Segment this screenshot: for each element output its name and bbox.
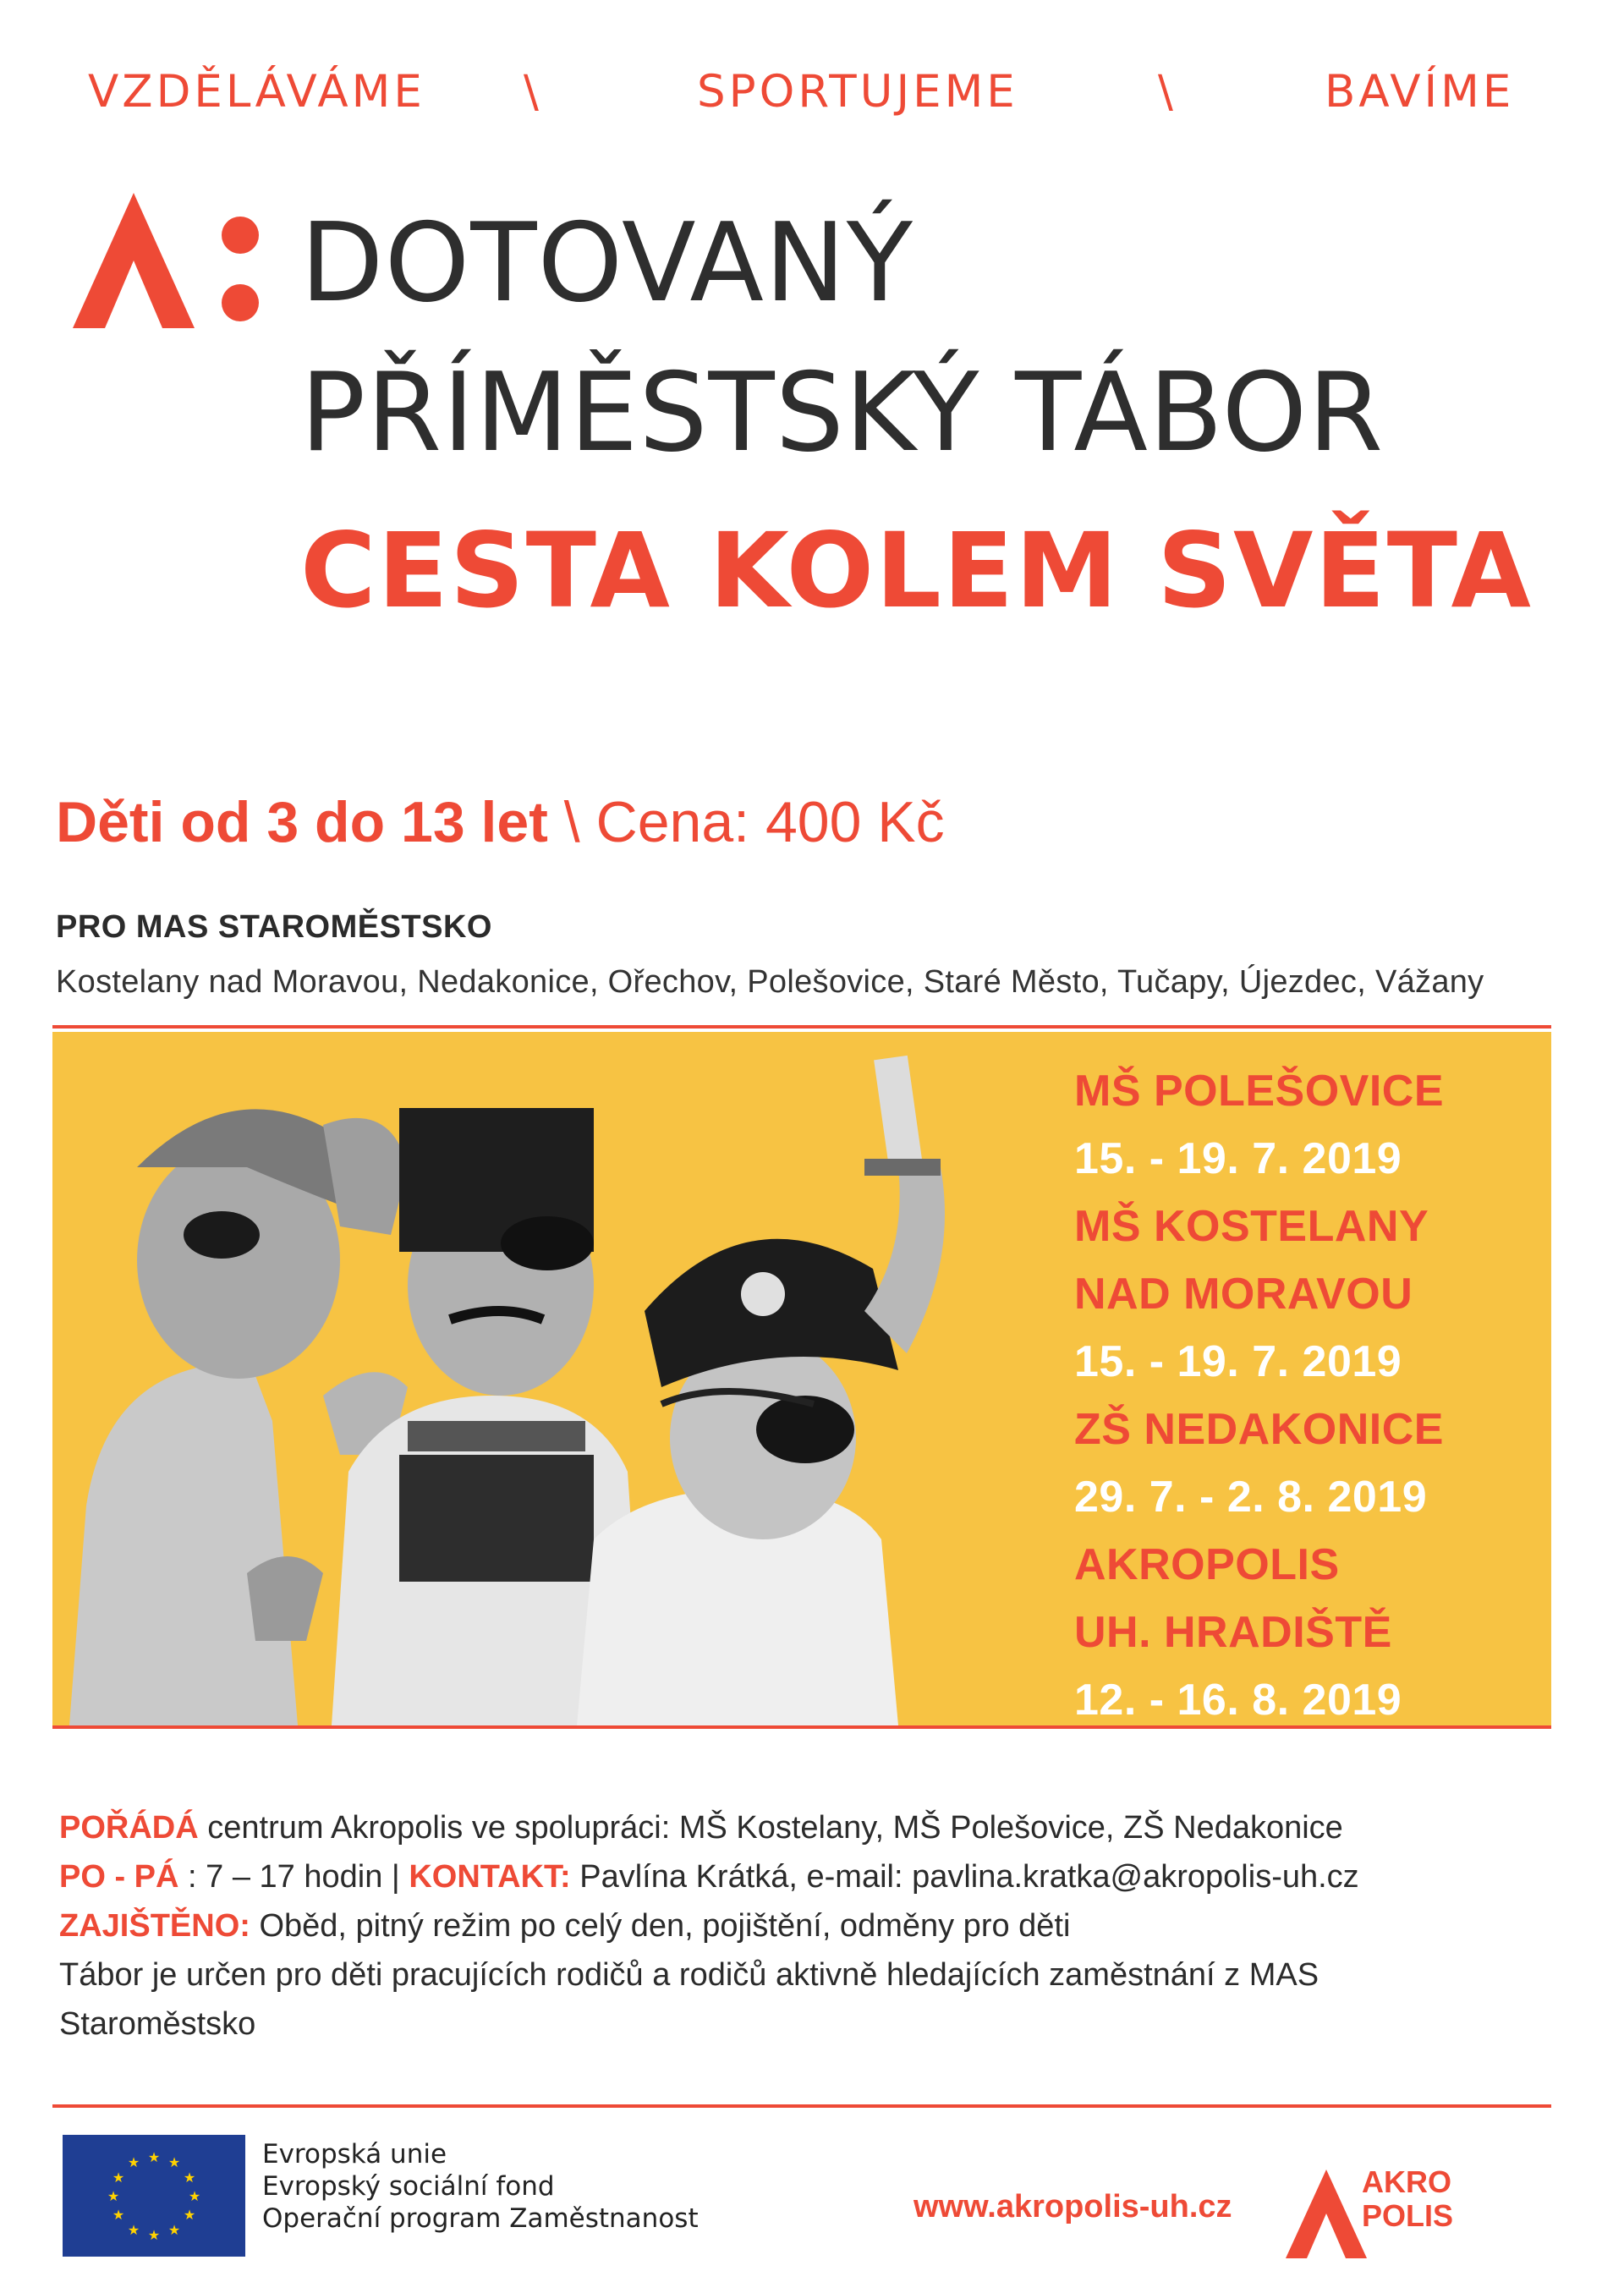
svg-text:★: ★ bbox=[112, 2207, 125, 2223]
tagline-item-fun: BAVÍME bbox=[1325, 66, 1515, 118]
schedule-date: 12. - 16. 8. 2019 bbox=[1074, 1676, 1402, 1725]
children-pirates-photo bbox=[52, 1032, 1034, 1725]
organizer-line bbox=[59, 1803, 1548, 1852]
tagline-separator: \ bbox=[524, 66, 542, 118]
website-link[interactable]: www.akropolis-uh.cz bbox=[914, 2189, 1232, 2224]
schedule-venue: NAD MORAVOU bbox=[1074, 1270, 1413, 1319]
info-block bbox=[59, 1803, 1548, 2049]
svg-text:★: ★ bbox=[147, 2149, 161, 2165]
region-villages: Kostelany nad Moravou, Nedakonice, Ořechov, Polešovice, Staré Město, Tučapy, Újezdec, Vážany bbox=[56, 964, 1484, 1000]
schedule bbox=[1074, 1057, 1548, 1734]
schedule-venue: MŠ POLEŠOVICE bbox=[1074, 1067, 1445, 1116]
hours-text: : 7 – 17 hodin | bbox=[178, 1859, 409, 1895]
eu-funding-text bbox=[262, 2138, 699, 2235]
svg-text:★: ★ bbox=[183, 2170, 196, 2186]
wordmark-line-1: AKRO bbox=[1362, 2164, 1451, 2199]
eu-line-2: Evropský sociální fond bbox=[262, 2171, 555, 2202]
provided-label: ZAJIŠTĚNO: bbox=[59, 1908, 250, 1944]
eu-flag-icon bbox=[63, 2135, 245, 2257]
akropolis-logo-icon bbox=[73, 193, 267, 337]
schedule-venue: ZŠ NEDAKONICE bbox=[1074, 1405, 1444, 1454]
svg-text:★: ★ bbox=[107, 2188, 120, 2204]
organizer-label: POŘÁDÁ bbox=[59, 1810, 199, 1846]
schedule-venue: UH. HRADIŠTĚ bbox=[1074, 1608, 1392, 1657]
schedule-date: 15. - 19. 7. 2019 bbox=[1074, 1134, 1402, 1183]
svg-text:★: ★ bbox=[112, 2170, 125, 2186]
svg-text:★: ★ bbox=[188, 2188, 201, 2204]
schedule-venue: MŠ KOSTELANY bbox=[1074, 1202, 1429, 1251]
note-line-2: Staroměstsko bbox=[59, 2006, 256, 2042]
schedule-date: 15. - 19. 7. 2019 bbox=[1074, 1337, 1402, 1386]
note-line-1: Tábor je určen pro děti pracujících rodičů a rodičů aktivně hledajících zaměstnání z MAS bbox=[59, 1957, 1320, 1993]
contact-text: Pavlína Krátká, e-mail: pavlina.kratka@akropolis-uh.cz bbox=[570, 1859, 1359, 1895]
tagline-item-education: VZDĚLÁVÁME bbox=[88, 66, 425, 118]
title-line-1: DOTOVANÝ bbox=[300, 200, 914, 326]
tagline-item-sport: SPORTUJEME bbox=[697, 66, 1018, 118]
svg-text:★: ★ bbox=[167, 2154, 181, 2170]
contact-label: KONTAKT: bbox=[409, 1859, 571, 1895]
region-heading: PRO MAS STAROMĚSTSKO bbox=[56, 909, 492, 945]
divider-footer bbox=[52, 2104, 1551, 2108]
svg-text:★: ★ bbox=[147, 2227, 161, 2243]
eu-line-1: Evropská unie bbox=[262, 2139, 447, 2170]
hours-label: PO - PÁ bbox=[59, 1859, 179, 1895]
tagline bbox=[88, 66, 1517, 125]
hours-contact-line bbox=[59, 1852, 1548, 1901]
schedule-venue: AKROPOLIS bbox=[1074, 1540, 1340, 1589]
tagline-separator: \ bbox=[1158, 66, 1177, 118]
provided-line bbox=[59, 1901, 1548, 1950]
svg-text:★: ★ bbox=[183, 2207, 196, 2223]
title-line-2: PŘÍMĚSTSKÝ TÁBOR bbox=[300, 350, 1385, 476]
organizer-text: centrum Akropolis ve spolupráci: MŠ Kostelany, MŠ Polešovice, ZŠ Nedakonice bbox=[198, 1810, 1343, 1846]
schedule-date: 29. 7. - 2. 8. 2019 bbox=[1074, 1473, 1428, 1522]
akropolis-wordmark bbox=[1362, 2165, 1453, 2233]
svg-text:★: ★ bbox=[167, 2222, 181, 2238]
svg-text:★: ★ bbox=[127, 2222, 140, 2238]
age-range: Děti od 3 do 13 let bbox=[56, 790, 548, 854]
age-separator: \ bbox=[563, 790, 580, 854]
title-subtitle: CESTA KOLEM SVĚTA bbox=[300, 511, 1533, 631]
svg-text:★: ★ bbox=[127, 2154, 140, 2170]
eu-line-3: Operační program Zaměstnanost bbox=[262, 2203, 699, 2234]
wordmark-line-2: POLIS bbox=[1362, 2198, 1454, 2233]
provided-text: Oběd, pitný režim po celý den, pojištění, odměny pro děti bbox=[250, 1908, 1071, 1944]
age-price-line bbox=[56, 790, 945, 854]
divider-top bbox=[52, 1025, 1551, 1029]
price: Cena: 400 Kč bbox=[595, 790, 945, 854]
